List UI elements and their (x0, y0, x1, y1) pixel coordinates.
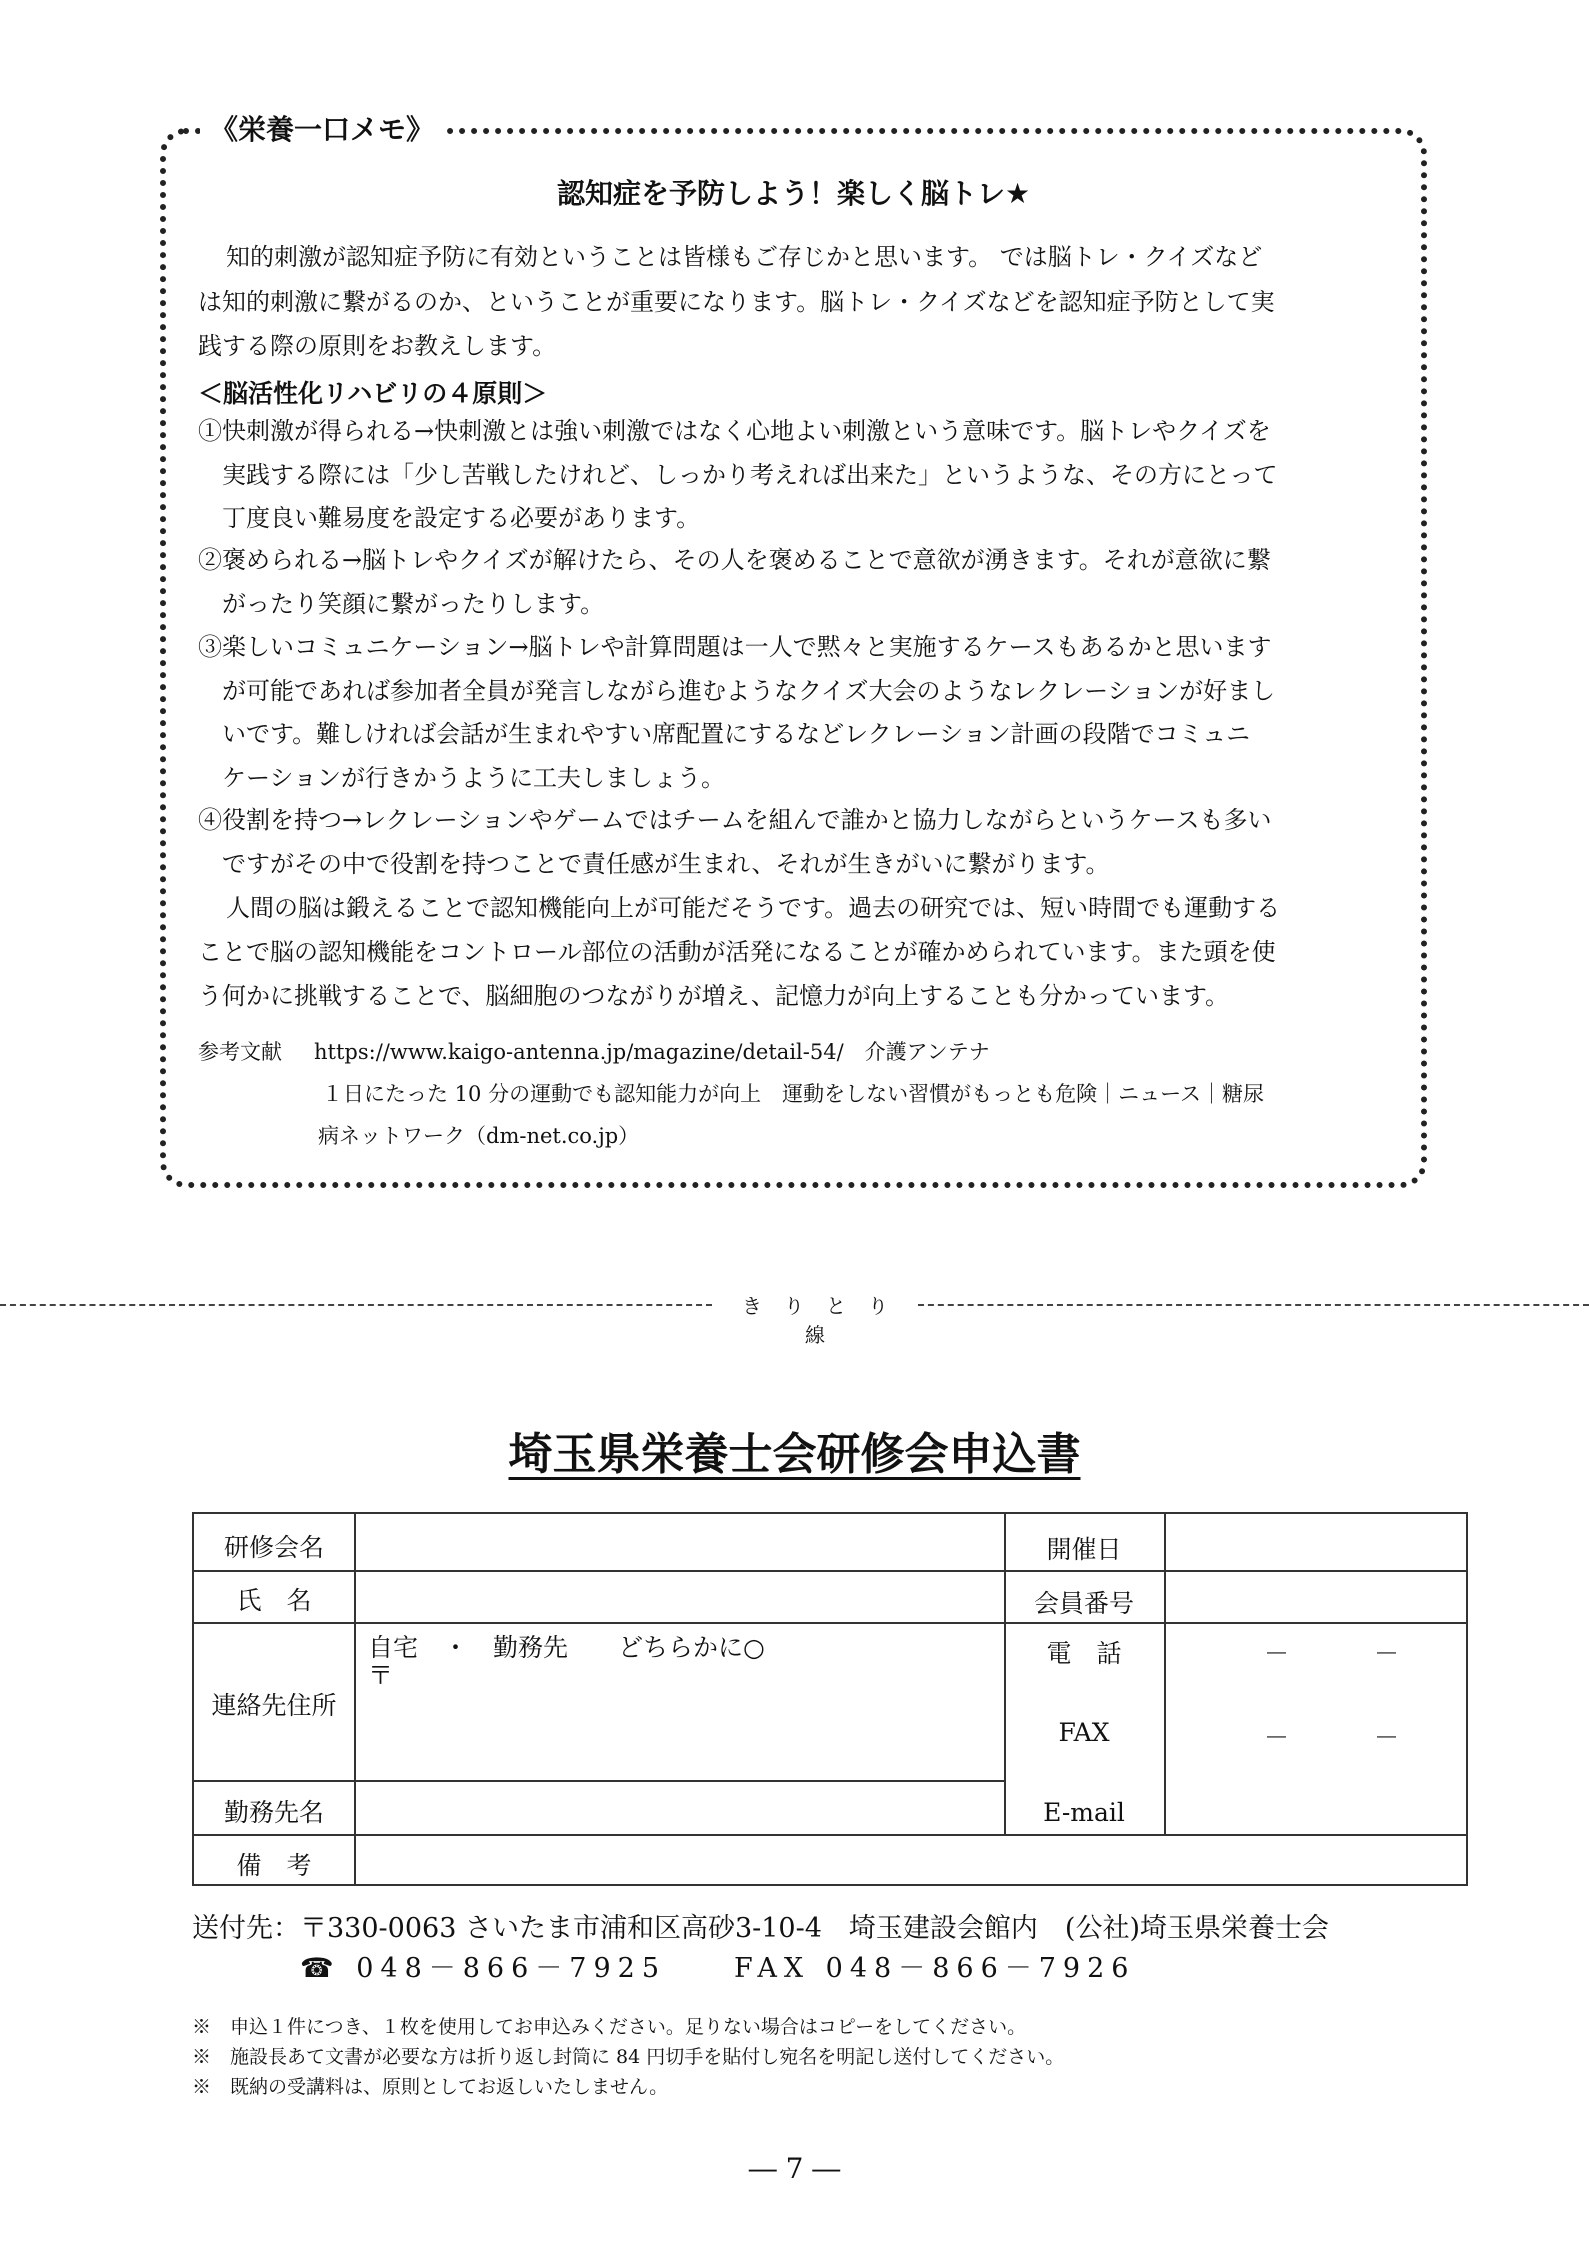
principle-line: ②褒められる→脳トレやクイズが解けたら、その人を褒めることで意欲が湧きます。それが意欲に繋 (198, 546, 1271, 574)
form-note: ※ 施設長あて文書が必要な方は折り返し封筒に 84 円切手を貼付し宛名を明記し送付してください。 (192, 2046, 1065, 2068)
cut-line-label: きりとり線 (742, 1294, 910, 1347)
memo-heading: 認知症を予防しよう！楽しく脳トレ★ (556, 177, 1031, 210)
address-choice-text: 自宅 ・ 勤務先 どちらかに○ (368, 1633, 765, 1662)
email-label: E-mail (1043, 1798, 1125, 1827)
principle-line: ①快刺激が得られる→快刺激とは強い刺激ではなく心地よい刺激という意味です。脳トレやクイズを (198, 417, 1271, 445)
principle-line: 丁度良い難易度を設定する必要があります。 (222, 504, 701, 532)
seminar-name-label: 研修会名 (223, 1533, 324, 1562)
closing-line: 人間の脳は鍛えることで認知機能向上が可能だそうです。過去の研究では、短い時間でも運動する (226, 894, 1281, 922)
phone-dash: － (1374, 1639, 1400, 1668)
fax-field[interactable] (1166, 1704, 1466, 1760)
workplace-label: 勤務先名 (223, 1798, 324, 1827)
memo-label: 《栄養一口メモ》 (200, 108, 444, 148)
principle-line: ③楽しいコミュニケーション→脳トレや計算問題は一人で黙々と実施するケースもあるかと思います (198, 633, 1272, 661)
references-label: 参考文献 (198, 1040, 282, 1064)
principle-line: ですがその中で役割を持つことで責任感が生まれ、それが生きがいに繋がります。 (222, 850, 1110, 878)
member-number-field[interactable] (1166, 1572, 1466, 1620)
reference-line: 病ネットワーク（dm-net.co.jp） (318, 1124, 640, 1148)
principle-line: ④役割を持つ→レクレーションやゲームではチームを組んで誰かと協力しながらというケースも多い (198, 806, 1272, 834)
name-label: 氏 名 (236, 1586, 312, 1615)
principle-line: いです。難しければ会話が生まれやすい席配置にするなどレクレーション計画の段階でコミュニ (222, 720, 1251, 748)
remarks-field[interactable] (356, 1836, 1466, 1884)
member-number-label: 会員番号 (1033, 1589, 1134, 1618)
contact-numbers: ☎ 048－866－7925 FAX 048－866－7926 (300, 1953, 1136, 1984)
intro-line: 践する際の原則をお教えします。 (198, 332, 557, 360)
fax-dash: － (1264, 1723, 1290, 1752)
remarks-label: 備 考 (236, 1851, 312, 1880)
principles-subheading: ＜脳活性化リハビリの４原則＞ (198, 379, 548, 408)
intro-line: は知的刺激に繋がるのか、ということが重要になります。脳トレ・クイズなどを認知症予防として実 (198, 288, 1275, 316)
reference-line: １日にたった 10 分の運動でも認知能力が向上 運動をしない習慣がもっとも危険｜ニュース｜糖尿 (322, 1082, 1265, 1106)
phone-field[interactable] (1166, 1624, 1466, 1680)
form-title (0, 1418, 1589, 1482)
address-field[interactable] (356, 1684, 1002, 1778)
principle-line: が可能であれば参加者全員が発言しながら進むようなクイズ大会のようなレクレーションが好まし (222, 677, 1276, 705)
form-title-text: 埼玉県栄養士会研修会申込書 (508, 1429, 1081, 1480)
phone-dash: － (1264, 1639, 1290, 1668)
page-number: ― 7 ― (748, 2152, 841, 2185)
workplace-field[interactable] (356, 1782, 1002, 1832)
intro-line: 知的刺激が認知症予防に有効ということは皆様もご存じかと思います。 では脳トレ・クイズなど (226, 243, 1263, 271)
date-field[interactable] (1166, 1516, 1466, 1568)
cut-line-right (918, 1304, 1589, 1306)
principle-line: ケーションが行きかうように工夫しましょう。 (222, 764, 726, 792)
reference-line: https://www.kaigo-antenna.jp/magazine/detail-54/ 介護アンテナ (314, 1040, 990, 1064)
date-label: 開催日 (1046, 1535, 1122, 1564)
phone-label: 電 話 (1046, 1639, 1122, 1668)
send-to-address: 送付先：〒330-0063 さいたま市浦和区高砂3-10-4 埼玉建設会館内 (公社)埼玉県栄養士会 (192, 1913, 1329, 1944)
email-field[interactable] (1166, 1782, 1466, 1832)
cut-line-left (0, 1304, 712, 1306)
closing-line: ことで脳の認知機能をコントロール部位の活動が活発になることが確かめられています。また頭を使 (198, 938, 1276, 966)
closing-line: う何かに挑戦することで、脳細胞のつながりが増え、記憶力が向上することも分かっています。 (198, 982, 1230, 1010)
postal-mark: 〒 (368, 1661, 394, 1690)
principle-line: がったり笑顔に繋がったりします。 (222, 590, 605, 618)
fax-label: FAX (1058, 1718, 1110, 1747)
address-label: 連絡先住所 (211, 1691, 337, 1720)
principle-line: 実践する際には「少し苦戦したけれど、しっかり考えれば出来た」というような、その方にとって (222, 461, 1278, 489)
name-field[interactable] (356, 1572, 1002, 1620)
fax-dash: － (1374, 1723, 1400, 1752)
seminar-name-field[interactable] (356, 1516, 1002, 1568)
application-form-table (192, 1512, 1468, 1886)
form-note: ※ 申込１件につき、１枚を使用してお申込みください。足りない場合はコピーをしてください。 (192, 2016, 1027, 2038)
form-note: ※ 既納の受講料は、原則としてお返しいたしません。 (192, 2076, 669, 2098)
